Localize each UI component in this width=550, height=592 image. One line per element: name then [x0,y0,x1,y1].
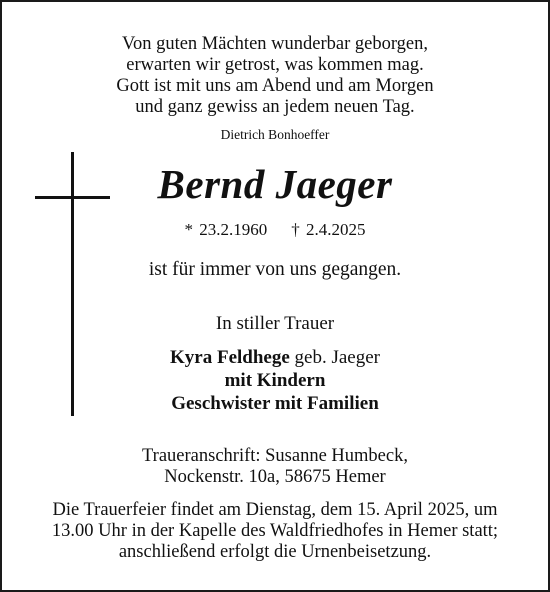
poem-line: und ganz gewiss an jedem neuen Tag. [135,97,415,117]
passed-text: ist für immer von uns gegangen. [148,259,402,280]
address-line-2: Nockenstr. 10a, 58675 Hemer [164,467,386,487]
mourner-line-1 [0,346,550,369]
mourner-name: Kyra Feldhege [170,347,290,368]
poem-line: Von guten Mächten wunderbar geborgen, [121,34,429,54]
mourners [0,346,550,415]
mourner-line-3: Geschwister mit Familien [171,393,379,414]
poem [0,34,550,118]
address-line-1: Traueranschrift: Susanne Humbeck, [142,446,408,466]
deceased-name: Bernd Jaeger [157,161,393,207]
mourner-line-2: mit Kindern [224,370,326,391]
funeral-details [0,500,550,563]
funeral-line-3: anschließend erfolgt die Urnenbeisetzung. [118,542,432,562]
poem-line: erwarten wir getrost, was kommen mag. [126,55,424,75]
poem-line: Gott ist mit uns am Abend und am Morgen [116,76,434,96]
funeral-line-2: 13.00 Uhr in der Kapelle des Waldfriedhofes in Hemer statt; [51,521,499,541]
mourning-address [0,446,550,488]
funeral-line-1: Die Trauerfeier findet am Dienstag, dem 15. April 2025, um [52,500,498,520]
death-date: † 2.4.2025 [291,220,366,239]
poem-author: Dietrich Bonhoeffer [220,127,330,142]
life-dates [0,220,550,240]
mourner-maiden-name: geb. Jaeger [289,347,380,368]
birth-date: * 23.2.1960 [184,220,268,239]
mourning-intro: In stiller Trauer [215,313,335,334]
